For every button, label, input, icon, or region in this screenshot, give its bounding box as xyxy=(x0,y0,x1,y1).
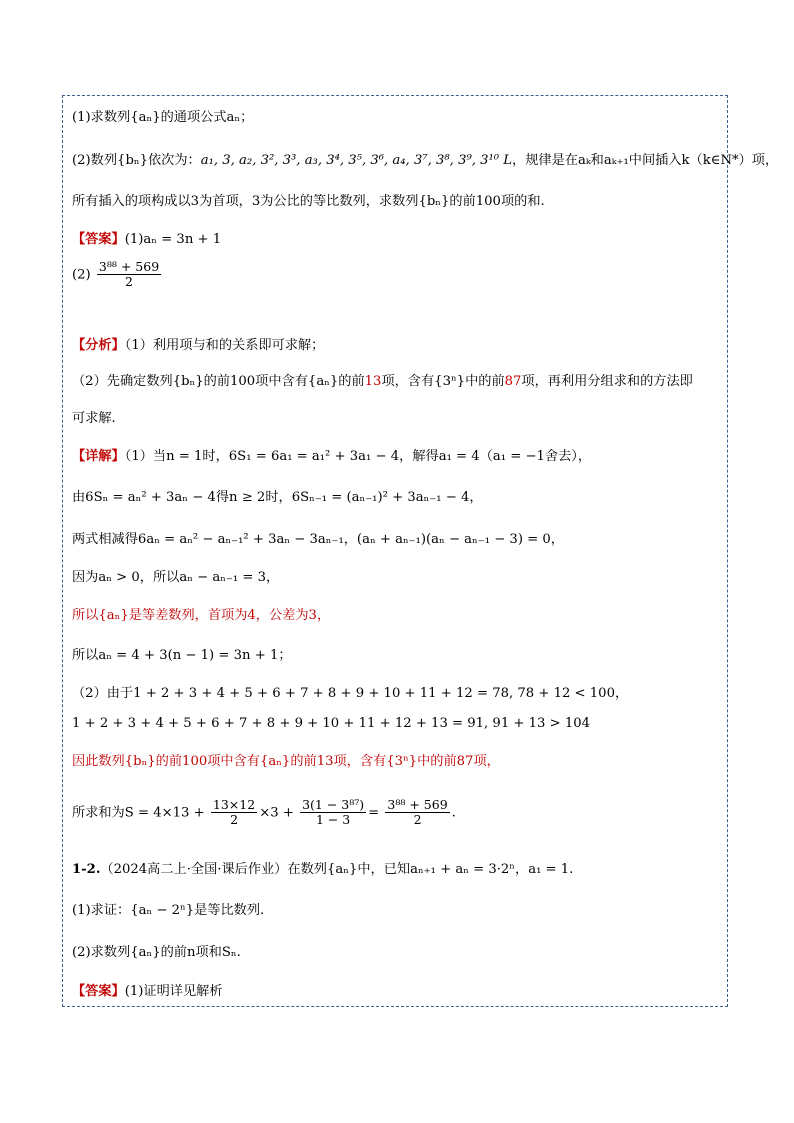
detail-9: 因此数列{bₙ}的前100项中含有{aₙ}的前13项，含有{3ⁿ}中的前87项， xyxy=(72,754,500,769)
problem-2-title: 1-2.（2024高二上·全国·课后作业）在数列{aₙ}中，已知aₙ₊₁ + aₙ = 3·2ⁿ，a₁ = 1. xyxy=(72,862,574,877)
question-2-line-1: (2)数列{bₙ}依次为：a₁, 3, a₂, 3², 3³, a₃, 3⁴, 3⁵, 3⁶, a₄, 3⁷, 3⁸, 3⁹, 3¹⁰ L，规律是在aₖ和aₖ₊₁中间插入k（k∈N*）项， xyxy=(72,153,779,168)
detail-5: 所以{aₙ}是等差数列，首项为4，公差为3， xyxy=(72,608,331,623)
question-2-line-2: 所有插入的项构成以3为首项，3为公比的等比数列，求数列{bₙ}的前100项的和. xyxy=(72,194,545,209)
analysis-2: （2）先确定数列{bₙ}的前100项中含有{aₙ}的前13项，含有{3ⁿ}中的前87项，再利用分组求和的方法即 xyxy=(72,374,693,389)
sum-fraction-1: $\frac{13\times 12}{2}$ xyxy=(212,797,256,828)
problem-2-answer: 【答案】(1)证明详见解析 xyxy=(72,984,223,999)
answer-fraction: $\frac{\text{3⁸⁸ + 569}}{2}$ xyxy=(98,259,160,290)
sum-fraction-3: $\frac{\text{3⁸⁸ + 569}}{2}$ xyxy=(387,797,448,828)
question-1: (1)求数列{aₙ}的通项公式aₙ； xyxy=(72,110,254,125)
detail-3: 两式相减得6aₙ = aₙ² − aₙ₋₁² + 3aₙ − 3aₙ₋₁，(aₙ + aₙ₋₁)(aₙ − aₙ₋₁ − 3) = 0， xyxy=(72,532,564,547)
sum-fraction-2: $\frac{\text{3(1 − 3⁸⁷)}}{1 - 3}$ xyxy=(302,797,365,828)
detail-2: 由6Sₙ = aₙ² + 3aₙ − 4得n ≥ 2时，6Sₙ₋₁ = (aₙ₋₁)² + 3aₙ₋₁ − 4， xyxy=(72,490,483,505)
analysis-1: 【分析】（1）利用项与和的关系即可求解； xyxy=(72,338,325,353)
sum-formula: 所求和为S = 4×13 + $\frac{13\times 12}{2}$ ×3 + $\frac{\text{3(1 − 3⁸⁷)}}{1 - 3}$ = $\frac{\text{3⁸⁸ + 569}}{2}$ . xyxy=(72,797,456,828)
detail-7: （2）由于1 + 2 + 3 + 4 + 5 + 6 + 7 + 8 + 9 + 10 + 11 + 12 = 78, 78 + 12 < 100， xyxy=(72,686,629,701)
problem-2-q2: (2)求数列{aₙ}的前n项和Sₙ. xyxy=(72,945,241,960)
analysis-3: 可求解. xyxy=(72,411,116,426)
detail-6: 所以aₙ = 4 + 3(n − 1) = 3n + 1； xyxy=(72,648,292,663)
detail-8: 1 + 2 + 3 + 4 + 5 + 6 + 7 + 8 + 9 + 10 + 11 + 12 + 13 = 91, 91 + 13 > 104 xyxy=(72,716,591,731)
detail-1: 【详解】（1）当n = 1时，6S₁ = 6a₁ = a₁² + 3a₁ − 4，解得a₁ = 4（a₁ = −1舍去）， xyxy=(72,449,592,464)
detail-4: 因为aₙ > 0，所以aₙ − aₙ₋₁ = 3， xyxy=(72,570,280,585)
answer-2: (2) $\frac{\text{3⁸⁸ + 569}}{2}$ xyxy=(72,259,160,290)
problem-2-q1: (1)求证：{aₙ − 2ⁿ}是等比数列. xyxy=(72,903,265,918)
answer-1: 【答案】(1)aₙ = 3n + 1 xyxy=(72,232,222,247)
